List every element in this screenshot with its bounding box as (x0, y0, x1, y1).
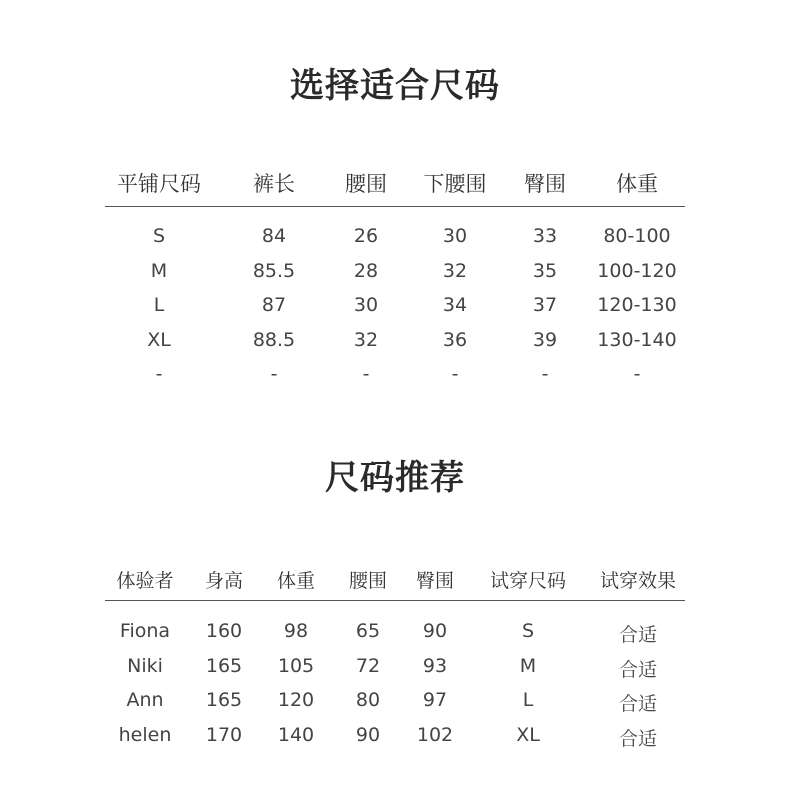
header-cell: 试穿效果 (599, 570, 677, 592)
table-cell: 32 (442, 259, 468, 282)
table-cell: 105 (277, 654, 315, 677)
table-cell: 120-130 (597, 294, 677, 316)
table-cell: 97 (422, 689, 448, 711)
table-cell: M (519, 654, 537, 677)
table-cell: 88.5 (252, 328, 296, 351)
table-cell: 32 (353, 328, 379, 351)
table-cell: 合适 (618, 658, 658, 681)
table-cell: - (155, 363, 163, 385)
table-cell: 140 (277, 723, 315, 746)
header-cell: 体重 (276, 570, 316, 592)
table-cell: L (522, 689, 534, 711)
table-cell: - (270, 363, 278, 385)
table-cell: 65 (355, 620, 381, 642)
header-cell: 臀围 (524, 172, 566, 196)
table-cell: 100-120 (597, 259, 677, 282)
header-cell: 臀围 (415, 570, 455, 592)
header-cell: 体验者 (116, 570, 174, 592)
table-cell: 98 (283, 620, 309, 642)
table-cell: 102 (416, 723, 454, 746)
table-cell: 合适 (618, 727, 658, 750)
table-cell: 130-140 (597, 328, 677, 351)
table-cell: helen (118, 723, 172, 746)
table-cell: 36 (442, 328, 468, 351)
table-cell: 80-100 (603, 225, 671, 247)
header-cell: 裤长 (253, 172, 295, 196)
table-cell: 120 (277, 689, 315, 711)
table-cell: 33 (532, 225, 558, 247)
table-cell: 165 (205, 689, 243, 711)
header-cell: 平铺尺码 (117, 172, 201, 196)
table-cell: L (153, 294, 165, 316)
table-cell: 90 (355, 723, 381, 746)
table-cell: S (152, 225, 166, 247)
table-cell: 170 (205, 723, 243, 746)
table-cell: Niki (127, 654, 163, 677)
table-cell: 84 (261, 225, 287, 247)
table-cell: - (541, 363, 549, 385)
header-cell: 腰围 (348, 570, 388, 592)
header-divider (105, 206, 685, 207)
table-cell: 80 (355, 689, 381, 711)
table-cell: 30 (442, 225, 468, 247)
table-cell: - (633, 363, 641, 385)
table-cell: 28 (353, 259, 379, 282)
table-cell: 26 (353, 225, 379, 247)
table-cell: 165 (205, 654, 243, 677)
size-chart-title: 选择适合尺码 (290, 66, 500, 106)
header-cell: 体重 (616, 172, 658, 196)
table-cell: - (362, 363, 370, 385)
table-cell: XL (147, 328, 171, 351)
table-cell: 160 (205, 620, 243, 642)
table-cell: - (451, 363, 459, 385)
table-cell: 37 (532, 294, 558, 316)
table-cell: 90 (422, 620, 448, 642)
header-cell: 试穿尺码 (489, 570, 567, 592)
table-cell: 93 (422, 654, 448, 677)
table-cell: 34 (442, 294, 468, 316)
table-cell: 39 (532, 328, 558, 351)
table-cell: M (150, 259, 168, 282)
recommendation-title: 尺码推荐 (325, 458, 465, 498)
table-cell: 85.5 (252, 259, 296, 282)
header-cell: 身高 (204, 570, 244, 592)
header-cell: 腰围 (345, 172, 387, 196)
header-divider (105, 600, 685, 601)
table-cell: Fiona (119, 620, 171, 642)
table-cell: 87 (261, 294, 287, 316)
table-cell: 30 (353, 294, 379, 316)
table-cell: 合适 (618, 624, 658, 646)
table-cell: 35 (532, 259, 558, 282)
table-cell: 合适 (618, 693, 658, 715)
table-cell: XL (516, 723, 540, 746)
table-cell: Ann (126, 689, 164, 711)
table-cell: 72 (355, 654, 381, 677)
header-cell: 下腰围 (423, 172, 487, 196)
table-cell: S (521, 620, 535, 642)
